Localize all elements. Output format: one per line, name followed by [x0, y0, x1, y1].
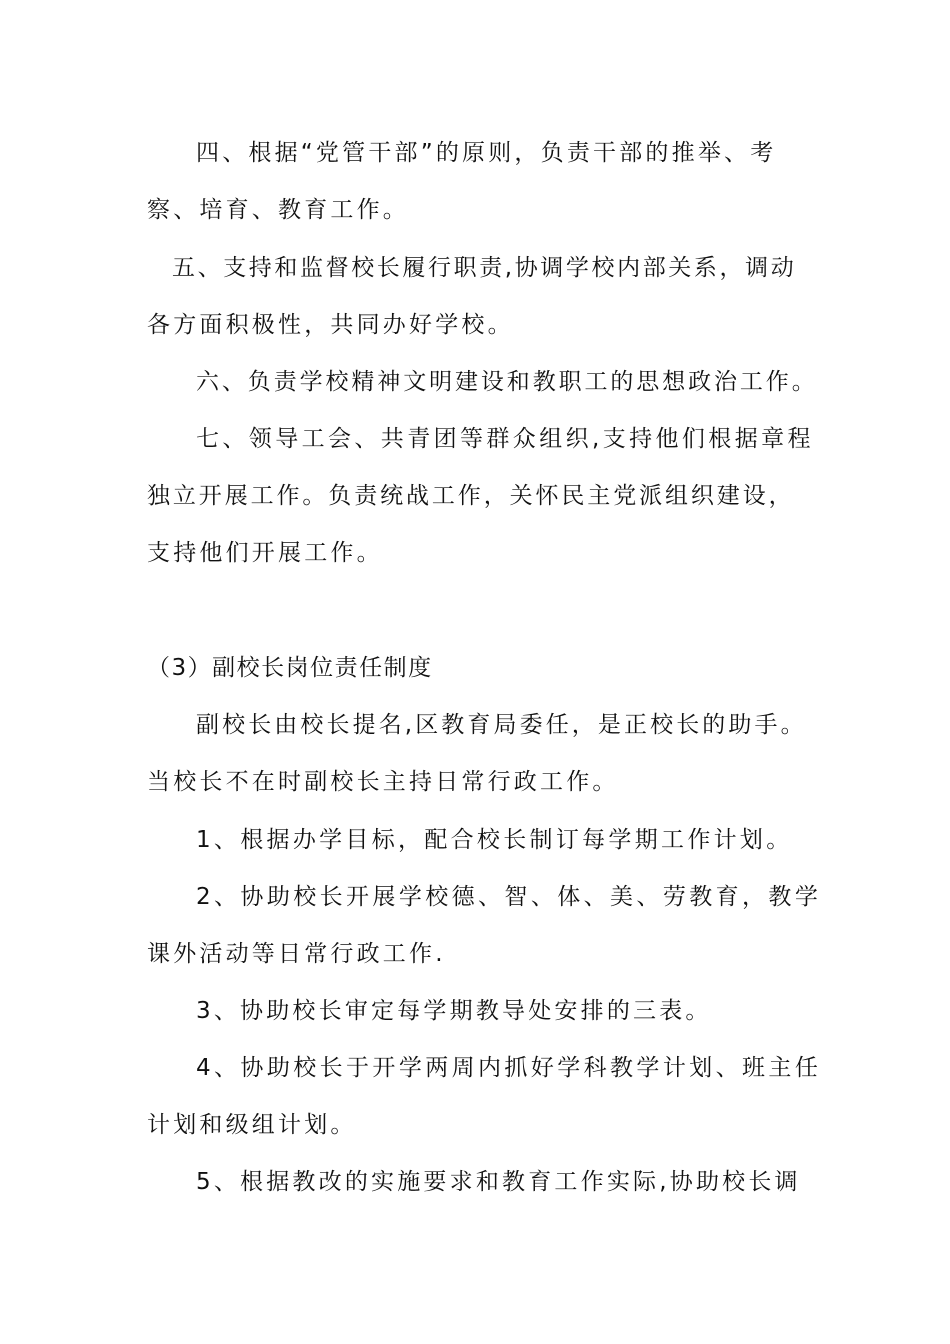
paragraph-4-line-1: 四、根据“党管干部”的原则，负责干部的推举、考 — [196, 140, 777, 166]
paragraph-7-line-1: 七、领导工会、共青团等群众组织,支持他们根据章程 — [196, 426, 814, 452]
intro-line-2: 当校长不在时副校长主持日常行政工作。 — [147, 769, 619, 795]
item-4-line-1: 4、协助校长于开学两周内抓好学科教学计划、班主任 — [196, 1055, 822, 1081]
paragraph-7-line-3: 支持他们开展工作。 — [147, 540, 383, 566]
item-2-line-1: 2、协助校长开展学校德、智、体、美、劳教育，教学 — [196, 884, 822, 910]
item-5-line-1: 5、根据教改的实施要求和教育工作实际,协助校长调 — [196, 1169, 801, 1195]
paragraph-4-line-2: 察、培育、教育工作。 — [147, 197, 409, 223]
item-1-line-1: 1、根据办学目标，配合校长制订每学期工作计划。 — [196, 827, 793, 853]
paragraph-7-line-2: 独立开展工作。负责统战工作，关怀民主党派组织建设， — [147, 483, 795, 509]
intro-line-1: 副校长由校长提名,区教育局委任，是正校长的助手。 — [196, 712, 807, 738]
item-3-line-1: 3、协助校长审定每学期教导处安排的三表。 — [196, 998, 712, 1024]
section-heading: （3）副校长岗位责任制度 — [147, 655, 433, 681]
paragraph-5-line-1: 五、支持和监督校长履行职责,协调学校内部关系，调动 — [172, 255, 797, 281]
paragraph-6-line-1: 六、负责学校精神文明建设和教职工的思想政治工作。 — [196, 369, 818, 395]
item-4-line-2: 计划和级组计划。 — [147, 1112, 357, 1138]
paragraph-5-line-2: 各方面积极性，共同办好学校。 — [147, 312, 514, 338]
item-2-line-2: 课外活动等日常行政工作. — [147, 941, 446, 967]
